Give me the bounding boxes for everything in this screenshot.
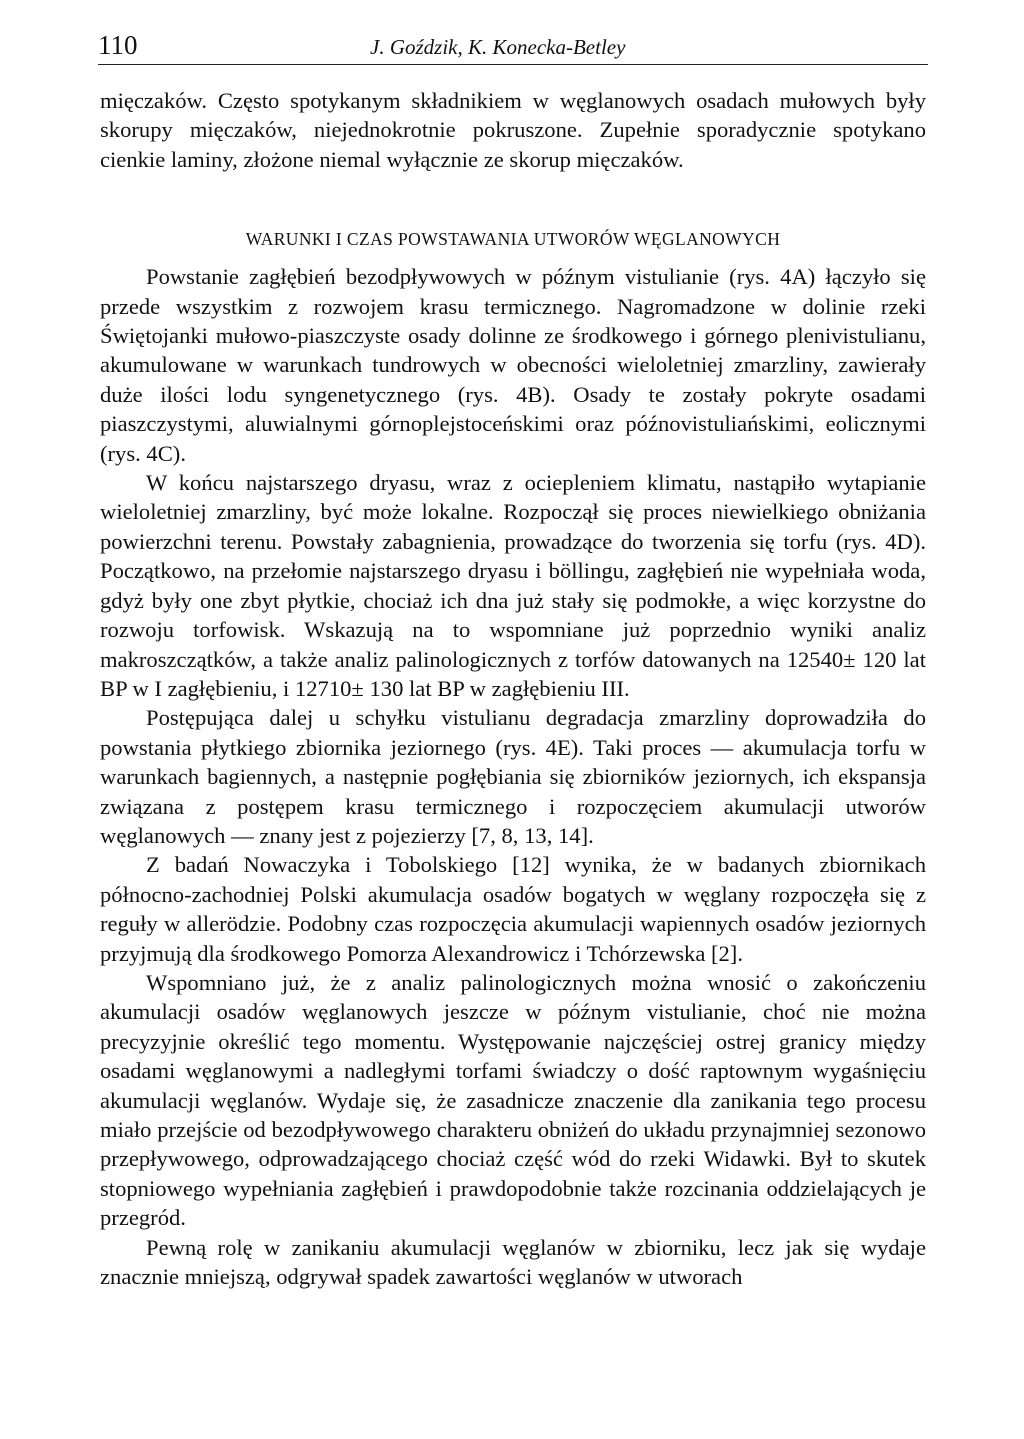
paragraph: Wspomniano już, że z analiz palinologicznych można wnosić o zakończeniu akumulacji osadów węglanowych jeszcze w późnym vistulianie, choć nie można precyzyjnie określić tego momentu. Występowanie najczęściej ostrej granicy między osadami węglanowymi a nadległymi torfami świadczy o dość raptownym wygaśnięciu akumulacji węglanów. Wydaje się, że zasadnicze znaczenie dla zanikania tego procesu miało przejście od bezodpływowego charakteru obniżeń do układu przynajmniej sezonowo przepływowego, odprowadzającego chociaż część wód do rzeki Widawki. Był to skutek stopniowego wypełniania zagłębień i prawdopodobnie także rozcinania oddzielających je przegród. bbox=[100, 969, 926, 1231]
page-header bbox=[98, 30, 928, 65]
paragraph: Powstanie zagłębień bezodpływowych w późnym vistulianie (rys. 4A) łączyło się przede wszystkim z rozwojem krasu termicznego. Nagromadzone w dolinie rzeki Świętojanki mułowo-piaszczyste osady dolinne ze środkowego i górnego plenivistulianu, akumulowane w warunkach tundrowych w obecności wieloletniej zmarzliny, zawierały duże ilości lodu syngenetycznego (rys. 4B). Osady te zostały pokryte osadami piaszczystymi, aluwialnymi górnoplejstoceńskimi oraz późnovistuliańskimi, eolicznymi (rys. 4C). bbox=[100, 264, 926, 466]
paragraph: Pewną rolę w zanikaniu akumulacji węglanów w zbiorniku, lecz jak się wydaje znacznie mniejszą, odgrywał spadek zawartości węglanów w utworach bbox=[100, 1234, 926, 1290]
page-body bbox=[100, 86, 926, 1291]
paragraph: Postępująca dalej u schyłku vistulianu degradacja zmarzliny doprowadziła do powstania płytkiego zbiornika jeziornego (rys. 4E). Taki proces — akumulacja torfu w warunkach bagiennych, a następnie pogłębiania się zbiorników jeziornych, ich ekspansja związana z postępem krasu termicznego i rozpoczęciem akumulacji utworów węglanowych — znany jest z pojezierzy [7, 8, 13, 14]. bbox=[100, 705, 926, 848]
section-heading: WARUNKI I CZAS POWSTAWANIA UTWORÓW WĘGLANOWYCH bbox=[245, 229, 781, 250]
paragraph-continuation: mięczaków. Często spotykanym składnikiem w węglanowych osadach mułowych były skorupy mięczaków, niejednokrotnie pokruszone. Zupełnie sporadycznie spotykano cienkie laminy, złożone niemal wyłącznie ze skorup mięczaków. bbox=[100, 88, 926, 172]
page-number: 110 bbox=[98, 30, 138, 60]
running-head: J. Goździk, K. Konecka-Betley bbox=[370, 35, 626, 59]
paragraph: Z badań Nowaczyka i Tobolskiego [12] wynika, że w badanych zbiornikach północno-zachodniej Polski akumulacja osadów bogatych w węglany rozpoczęła się z reguły w allerödzie. Podobny czas rozpoczęcia akumulacji wapiennych osadów jeziornych przyjmują dla środkowego Pomorza Alexandrowicz i Tchórzewska [2]. bbox=[100, 852, 926, 966]
paragraph: W końcu najstarszego dryasu, wraz z ociepleniem klimatu, nastąpiło wytapianie wieloletniej zmarzliny, być może lokalne. Rozpoczął się proces niewielkiego obniżania powierzchni terenu. Powstały zabagnienia, prowadzące do tworzenia się torfu (rys. 4D). Początkowo, na przełomie najstarszego dryasu i böllingu, zagłębień nie wypełniała woda, gdyż były one zbyt płytkie, chociaż ich dna już stały się podmokłe, a więc korzystne do rozwoju torfowisk. Wskazują na to wspomniane już poprzednio wyniki analiz makroszczątków, a także analiz palinologicznych z torfów datowanych na 12540± 120 lat BP w I zagłębieniu, i 12710± 130 lat BP w zagłębieniu III. bbox=[100, 470, 926, 701]
